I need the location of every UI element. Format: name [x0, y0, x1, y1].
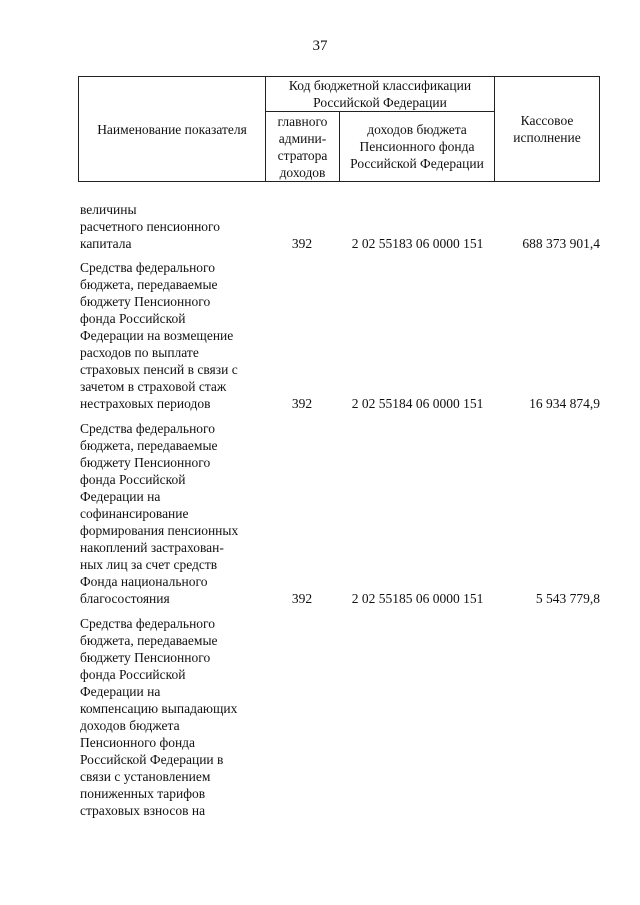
table-row [80, 259, 600, 412]
header-name-column: Наименование показателя [97, 121, 247, 137]
income-code: 2 02 55185 06 0000 151 [351, 591, 484, 606]
admin-code: 392 [291, 591, 313, 606]
header-divider [265, 77, 266, 181]
table-row [80, 615, 600, 819]
header-execution-column: Кассовое исполнение [513, 113, 581, 145]
table-row [80, 420, 600, 607]
header-divider [339, 111, 340, 181]
header-admin-column: главного админи-стратора доходов [277, 113, 328, 180]
income-code: 2 02 55184 06 0000 151 [351, 396, 484, 411]
header-classification: Код бюджетной классификации Российской Федерации [288, 78, 472, 110]
admin-code: 392 [291, 236, 313, 251]
indicator-name: Средства федерального бюджета, передаваемые бюджету Пенсионного фонда Российской Федерации на возмещение расходов по выплате страховых пенсий в связи с зачетом в страховой стаж нестраховых периодов [80, 260, 238, 411]
admin-code: 392 [291, 396, 313, 411]
table-header [78, 76, 600, 182]
income-code: 2 02 55183 06 0000 151 [351, 236, 484, 251]
execution-amount: 5 543 779,8 [535, 591, 600, 606]
header-income-code-column: доходов бюджета Пенсионного фонда Российской Федерации [350, 122, 484, 171]
table-row [80, 201, 600, 252]
page-number: 37 [312, 38, 328, 54]
indicator-name: Средства федерального бюджета, передаваемые бюджету Пенсионного фонда Российской Федерации на компенсацию выпадающих доходов бюджета Пенсионного фонда Российской Федерации в связи с установлением пониженных тарифов страховых взносов на [80, 616, 238, 818]
execution-amount: 16 934 874,9 [529, 396, 600, 411]
indicator-name: величины расчетного пенсионного капитала [80, 202, 221, 251]
indicator-name: Средства федерального бюджета, передаваемые бюджету Пенсионного фонда Российской Федерации на софинансирование формирования пенсионных накоплений застрахован- ных лиц за счет средств Фонда национального благосостояния [80, 421, 239, 606]
execution-amount: 688 373 901,4 [522, 236, 600, 251]
